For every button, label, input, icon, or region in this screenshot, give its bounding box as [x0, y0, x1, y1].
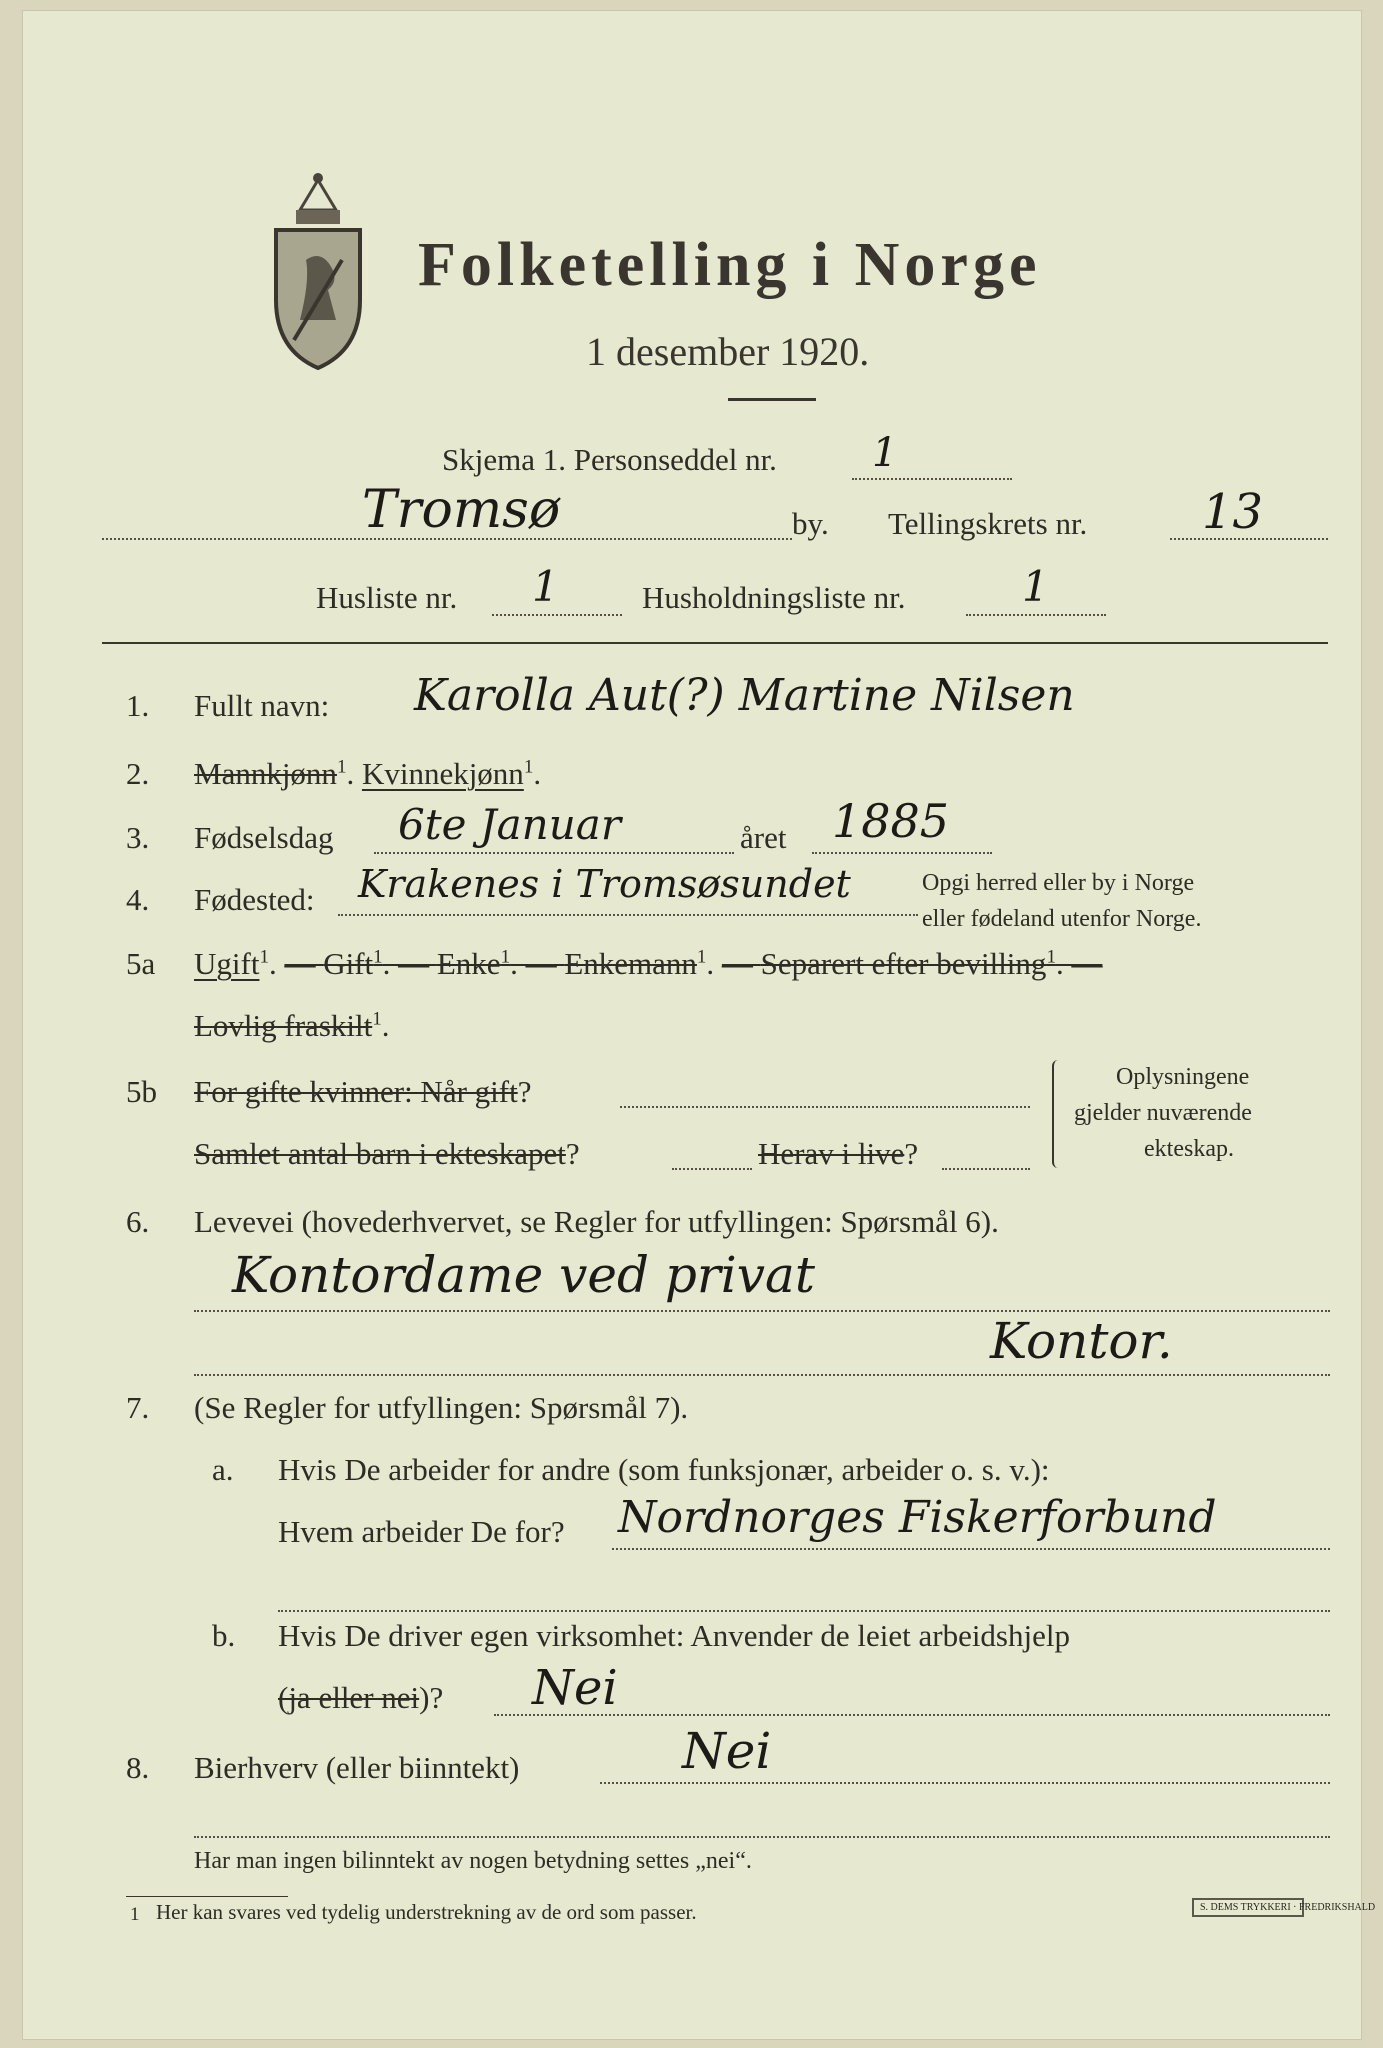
- husholdningsliste-number: 1: [1022, 562, 1049, 611]
- q6-label: Levevei (hovederhvervet, se Regler for utfyllingen: Spørsmål 6).: [194, 1204, 999, 1239]
- q4-field[interactable]: [338, 914, 918, 916]
- q5a-options-line2: Lovlig fraskilt$^1$.: [194, 1008, 390, 1043]
- q7a-answer: Nordnorges Fiskerforbund: [618, 1492, 1217, 1543]
- q5a-options-line1: Ugift$^1$. — Gift$^1$. — Enke$^1$. — Enkemann$^1$. — Separert efter bevilling$^1$. —: [194, 946, 1103, 981]
- q5a-sup-enke: 1: [500, 946, 511, 968]
- q2-options: [194, 756, 541, 792]
- q3-number: 3.: [126, 820, 150, 855]
- husliste-field[interactable]: [492, 614, 622, 616]
- q5b-line2: [194, 1136, 580, 1172]
- schema-label: Skjema 1. Personseddel nr.: [442, 442, 777, 477]
- coat-of-arms-icon: [270, 170, 366, 370]
- q5b-note-2: gjelder nuværende: [1074, 1100, 1252, 1126]
- footnote-text: Her kan svares ved tydelig understrekning av de ord som passer.: [156, 1900, 697, 1924]
- schema-number-field[interactable]: [852, 478, 1012, 480]
- q5b-brace: [1052, 1060, 1064, 1168]
- q5b-qmark-3: ?: [904, 1136, 919, 1171]
- q7b-line2: [278, 1680, 443, 1716]
- q5b-when-married-field[interactable]: [620, 1106, 1030, 1108]
- q1-label: Fullt navn:: [194, 688, 330, 723]
- q2-dot2: .: [533, 756, 542, 791]
- q5b-alive-field[interactable]: [942, 1168, 1030, 1170]
- q7b-letter: b.: [212, 1618, 236, 1653]
- q4-note-1: Opgi herred eller by i Norge: [922, 870, 1195, 896]
- q5b-note-3: ekteskap.: [1144, 1136, 1234, 1162]
- q5b-when-married: For gifte kvinner: Når gift: [194, 1074, 518, 1109]
- q5a-enke-option[interactable]: Enke: [436, 946, 501, 981]
- q3-day-field[interactable]: [374, 852, 734, 854]
- q3-year-field[interactable]: [812, 852, 992, 854]
- census-form-sheet: [22, 10, 1376, 2040]
- q3-year-label: året: [740, 820, 787, 855]
- q3-day: 6te Januar: [398, 800, 621, 849]
- husholdningsliste-field[interactable]: [966, 614, 1106, 616]
- q6-number: 6.: [126, 1204, 150, 1239]
- q5a-separert-option[interactable]: Separert efter bevilling: [760, 946, 1047, 981]
- footer-note: Har man ingen bilinntekt av nogen betydning settes „nei“.: [194, 1848, 752, 1874]
- q5a-ugift-option[interactable]: Ugift: [194, 946, 260, 981]
- q5a-sup-fraskilt: 1: [372, 1008, 382, 1030]
- q3-year: 1885: [832, 794, 950, 848]
- q6-answer-1: Kontordame ved privat: [232, 1246, 815, 1304]
- city-name: Tromsø: [362, 480, 561, 540]
- q7b-answer: Nei: [532, 1660, 618, 1716]
- q7a-line2: Hvem arbeider De for?: [278, 1514, 565, 1549]
- q2-dot: .: [346, 756, 355, 791]
- q5a-enkemann-option[interactable]: Enkemann: [564, 946, 697, 981]
- q4-label: Fødested:: [194, 882, 315, 917]
- title-divider: [728, 398, 816, 401]
- q7a-field-1[interactable]: [612, 1548, 1330, 1550]
- q7b-line1: Hvis De driver egen virksomhet: Anvender de leiet arbeidshjelp: [278, 1618, 1070, 1653]
- q7a-field-2[interactable]: [278, 1610, 1330, 1612]
- q1-number: 1.: [126, 688, 150, 723]
- q5b-note-1: Oplysningene: [1116, 1064, 1250, 1090]
- q5b-qmark-1: ?: [517, 1074, 532, 1109]
- q3-label: Fødselsdag: [194, 820, 334, 855]
- printer-stamp: S. DEMS TRYKKERI · FREDRIKSHALD: [1192, 1898, 1304, 1917]
- q5b-children-alive: Herav i live: [758, 1136, 905, 1171]
- husholdningsliste-label: Husholdningsliste nr.: [642, 580, 906, 615]
- q8-field-2[interactable]: [194, 1836, 1330, 1838]
- q4-answer: Krakenes i Tromsøsundet: [358, 862, 851, 906]
- q5a-gift-option[interactable]: Gift: [323, 946, 374, 981]
- q5a-number: 5a: [126, 946, 156, 981]
- q7b-end: )?: [419, 1680, 444, 1715]
- schema-number: 1: [872, 430, 898, 476]
- q5a-sup-enkemann: 1: [696, 946, 707, 968]
- tellingskrets-label: Tellingskrets nr.: [888, 506, 1088, 541]
- q4-note-2: eller fødeland utenfor Norge.: [922, 906, 1202, 932]
- q4-number: 4.: [126, 882, 150, 917]
- q5b-number: 5b: [126, 1074, 157, 1109]
- q5b-qmark-2: ?: [565, 1136, 580, 1171]
- footnote-rule: [126, 1896, 288, 1897]
- q7-label: (Se Regler for utfyllingen: Spørsmål 7).: [194, 1390, 689, 1425]
- q5a-sup-gift: 1: [373, 946, 383, 968]
- q2-female-option[interactable]: Kvinnekjønn: [361, 756, 524, 791]
- q8-number: 8.: [126, 1750, 150, 1785]
- q2-number: 2.: [126, 756, 150, 791]
- tellingskrets-number: 13: [1202, 484, 1264, 540]
- by-label: by.: [792, 506, 829, 541]
- q5b-line1: [194, 1074, 531, 1110]
- q7-number: 7.: [126, 1390, 150, 1425]
- q5a-sup-ugift: 1: [259, 946, 269, 968]
- q7b-ja-eller-nei: (ja eller nei: [278, 1680, 420, 1715]
- q5a-fraskilt-option[interactable]: Lovlig fraskilt: [194, 1008, 373, 1043]
- q1-answer: Karolla Aut(?) Martine Nilsen: [414, 670, 1075, 721]
- q8-answer: Nei: [682, 1722, 772, 1780]
- q5a-sup-separert: 1: [1046, 946, 1056, 968]
- q7a-line1: Hvis De arbeider for andre (som funksjonær, arbeider o. s. v.):: [278, 1452, 1050, 1487]
- q6-field-2[interactable]: [194, 1374, 1330, 1376]
- q8-label: Bierhverv (eller biinntekt): [194, 1750, 520, 1785]
- q7b-field[interactable]: [494, 1714, 1330, 1716]
- q6-answer-2: Kontor.: [990, 1312, 1173, 1370]
- q5b-children-total: Samlet antal barn i ekteskapet: [194, 1136, 566, 1171]
- q5b-line2b: [758, 1136, 918, 1172]
- q2-male-option[interactable]: Mannkjønn: [194, 756, 337, 791]
- q8-field-1[interactable]: [600, 1782, 1330, 1784]
- census-date: 1 desember 1920.: [586, 329, 870, 374]
- header-rule: [102, 642, 1328, 644]
- q2-sup2: 1: [523, 756, 534, 778]
- q2-sup1: 1: [336, 756, 347, 778]
- q5b-children-field[interactable]: [672, 1168, 752, 1170]
- husliste-number: 1: [532, 562, 559, 611]
- husliste-label: Husliste nr.: [316, 580, 458, 615]
- q7a-letter: a.: [212, 1452, 234, 1487]
- form-title: Folketelling i Norge: [418, 231, 1042, 299]
- footnote-number: 1: [130, 1904, 140, 1925]
